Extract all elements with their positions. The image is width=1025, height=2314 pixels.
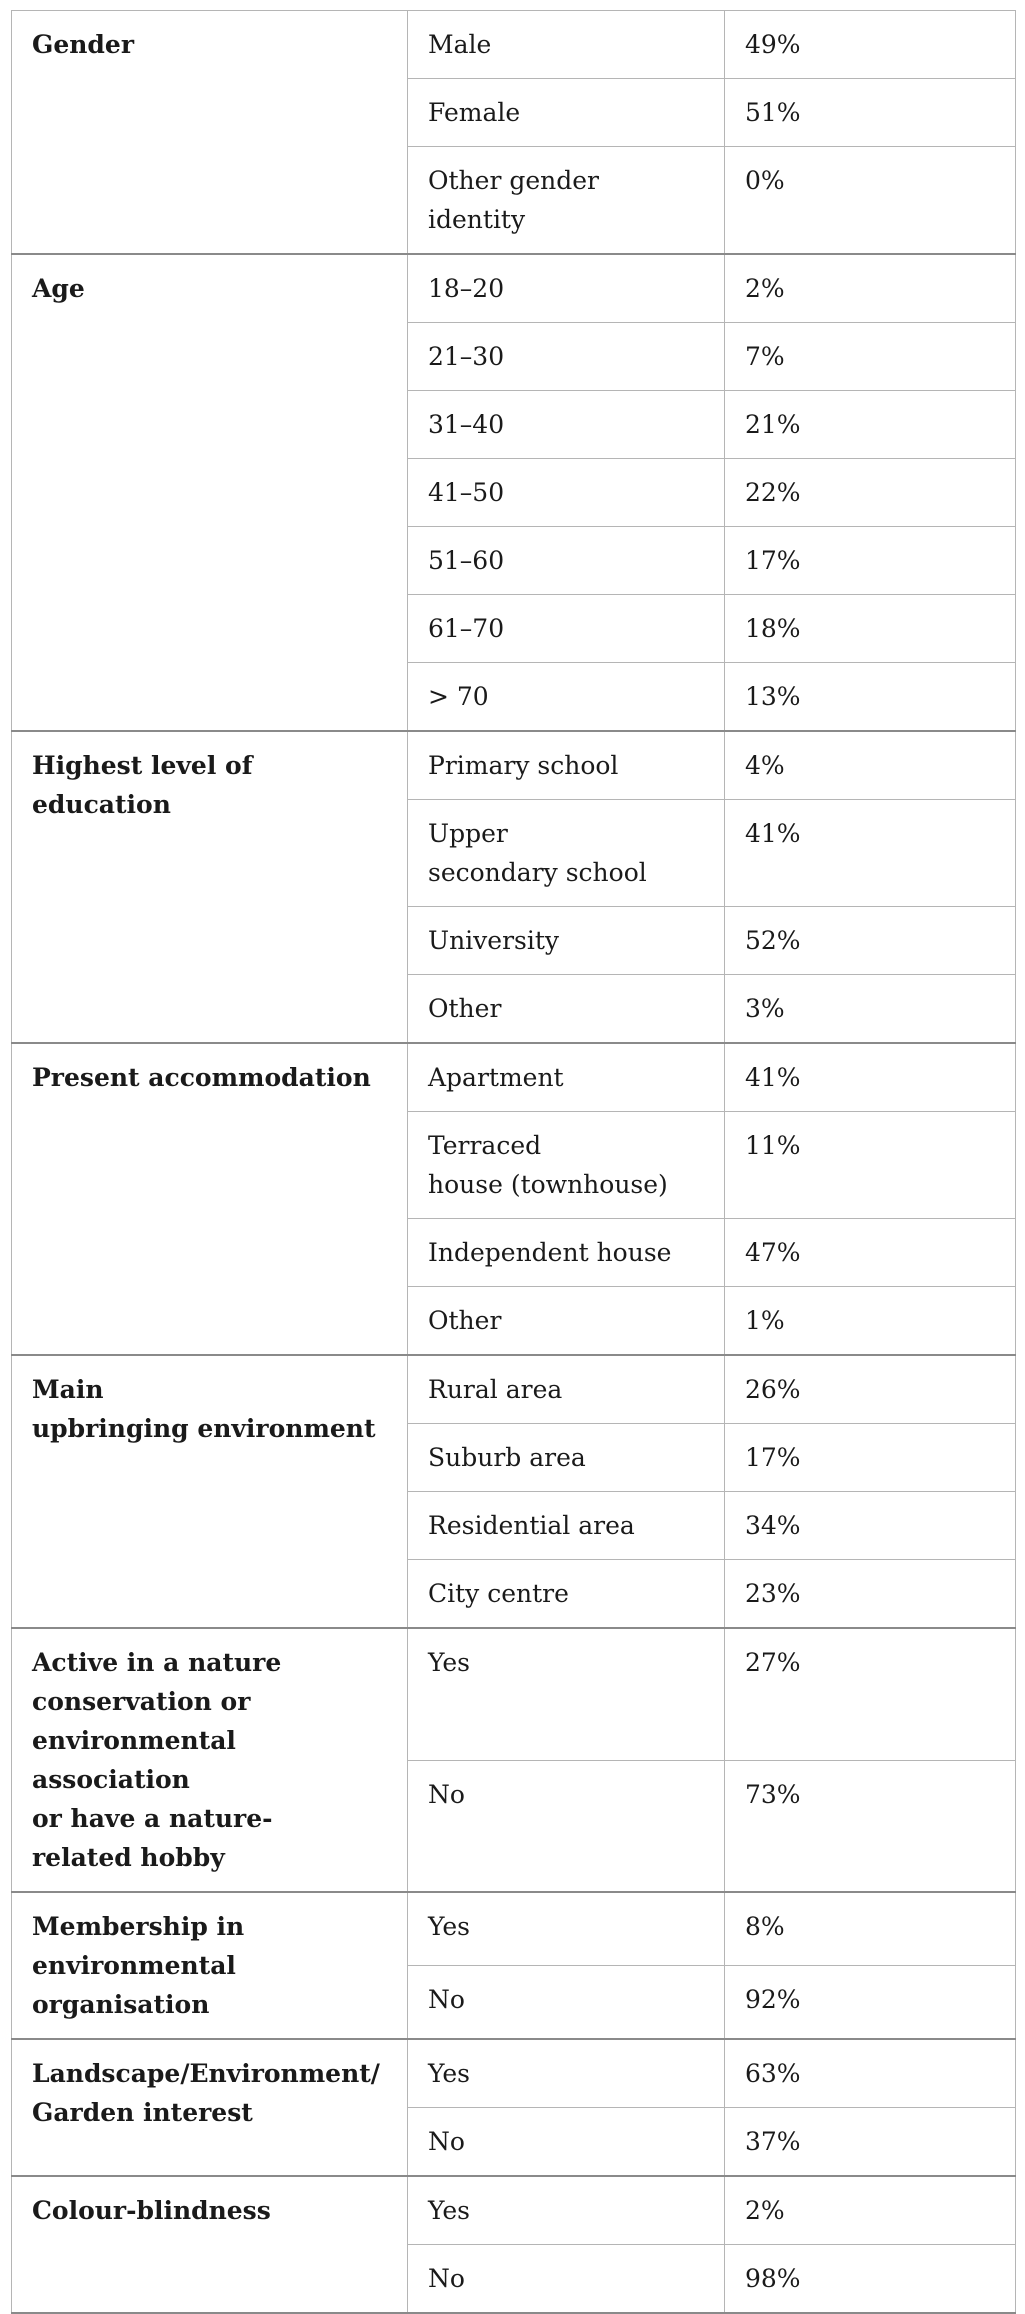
option-label: > 70	[428, 682, 489, 711]
percentage-value: 47%	[745, 1238, 801, 1267]
percentage-cell	[725, 459, 1016, 527]
category-cell	[12, 1355, 408, 1628]
option-cell	[408, 1424, 725, 1492]
category-cell	[12, 1628, 408, 1892]
option-label: Female	[428, 98, 521, 127]
percentage-value: 7%	[745, 342, 785, 371]
category-label: Age	[32, 274, 85, 303]
table-row	[12, 11, 1016, 79]
option-cell	[408, 1760, 725, 1892]
option-label: Upper secondary school	[428, 819, 647, 887]
option-cell	[408, 11, 725, 79]
option-cell	[408, 1355, 725, 1424]
option-cell	[408, 1628, 725, 1760]
percentage-value: 23%	[745, 1579, 801, 1608]
option-cell	[408, 2245, 725, 2314]
option-cell	[408, 1892, 725, 1966]
option-cell	[408, 1966, 725, 2040]
percentage-value: 1%	[745, 1306, 785, 1335]
option-label: Yes	[428, 2196, 470, 2225]
percentage-value: 11%	[745, 1131, 801, 1160]
category-cell	[12, 11, 408, 255]
option-label: 41–50	[428, 478, 505, 507]
percentage-value: 2%	[745, 274, 785, 303]
percentage-cell	[725, 1219, 1016, 1287]
option-cell	[408, 254, 725, 323]
option-label: 31–40	[428, 410, 505, 439]
option-label: Male	[428, 30, 492, 59]
percentage-value: 41%	[745, 819, 801, 848]
option-label: 51–60	[428, 546, 505, 575]
option-cell	[408, 2176, 725, 2245]
percentage-cell	[725, 1892, 1016, 1966]
option-cell	[408, 1219, 725, 1287]
percentage-cell	[725, 1628, 1016, 1760]
option-label: Suburb area	[428, 1443, 586, 1472]
option-label: Independent house	[428, 1238, 672, 1267]
option-cell	[408, 975, 725, 1044]
percentage-cell	[725, 731, 1016, 800]
option-cell	[408, 1112, 725, 1219]
percentage-cell	[725, 323, 1016, 391]
percentage-cell	[725, 11, 1016, 79]
category-cell	[12, 1892, 408, 2039]
table-row	[12, 731, 1016, 800]
category-label: Colour-blindness	[32, 2196, 271, 2225]
option-cell	[408, 1043, 725, 1112]
percentage-value: 98%	[745, 2264, 801, 2293]
category-cell	[12, 1043, 408, 1355]
percentage-cell	[725, 79, 1016, 147]
percentage-value: 27%	[745, 1648, 801, 1677]
option-label: 61–70	[428, 614, 505, 643]
percentage-cell	[725, 1966, 1016, 2040]
percentage-value: 92%	[745, 1985, 801, 2014]
percentage-value: 22%	[745, 478, 801, 507]
percentage-cell	[725, 2108, 1016, 2177]
percentage-cell	[725, 1492, 1016, 1560]
table-row	[12, 1043, 1016, 1112]
option-cell	[408, 2039, 725, 2108]
category-label: Highest level of education	[32, 751, 253, 819]
option-cell	[408, 731, 725, 800]
percentage-value: 51%	[745, 98, 801, 127]
percentage-cell	[725, 907, 1016, 975]
percentage-cell	[725, 1355, 1016, 1424]
percentage-cell	[725, 663, 1016, 732]
percentage-cell	[725, 1287, 1016, 1356]
percentage-cell	[725, 527, 1016, 595]
percentage-cell	[725, 1560, 1016, 1629]
percentage-value: 2%	[745, 2196, 785, 2225]
table-row	[12, 254, 1016, 323]
percentage-value: 17%	[745, 1443, 801, 1472]
table-row	[12, 1892, 1016, 1966]
category-label: Present accommodation	[32, 1063, 371, 1092]
option-label: Other	[428, 994, 502, 1023]
option-label: Rural area	[428, 1375, 563, 1404]
option-label: No	[428, 2127, 465, 2156]
percentage-cell	[725, 391, 1016, 459]
percentage-value: 26%	[745, 1375, 801, 1404]
category-cell	[12, 2039, 408, 2176]
option-cell	[408, 323, 725, 391]
percentage-cell	[725, 1424, 1016, 1492]
demographics-table	[11, 10, 1016, 2314]
option-label: Apartment	[428, 1063, 564, 1092]
option-label: University	[428, 926, 560, 955]
percentage-value: 13%	[745, 682, 801, 711]
percentage-value: 37%	[745, 2127, 801, 2156]
category-label: Active in a nature conservation or environmental association or have a nature- related hobby	[32, 1648, 282, 1872]
percentage-value: 17%	[745, 546, 801, 575]
percentage-cell	[725, 254, 1016, 323]
option-label: City centre	[428, 1579, 569, 1608]
category-cell	[12, 731, 408, 1043]
percentage-value: 52%	[745, 926, 801, 955]
option-label: Terraced house (townhouse)	[428, 1131, 668, 1199]
option-cell	[408, 459, 725, 527]
percentage-value: 63%	[745, 2059, 801, 2088]
percentage-cell	[725, 2039, 1016, 2108]
table-row	[12, 2039, 1016, 2108]
percentage-value: 73%	[745, 1779, 801, 1809]
percentage-value: 8%	[745, 1912, 785, 1941]
option-label: Other gender identity	[428, 166, 599, 234]
percentage-cell	[725, 800, 1016, 907]
option-cell	[408, 147, 725, 255]
option-label: No	[428, 1985, 465, 2014]
percentage-cell	[725, 1760, 1016, 1892]
category-label: Gender	[32, 30, 134, 59]
option-cell	[408, 79, 725, 147]
option-cell	[408, 391, 725, 459]
percentage-cell	[725, 2245, 1016, 2314]
percentage-cell	[725, 595, 1016, 663]
percentage-value: 0%	[745, 166, 785, 195]
percentage-value: 41%	[745, 1063, 801, 1092]
option-label: Other	[428, 1306, 502, 1335]
table-row	[12, 1628, 1016, 1760]
demographics-table-body	[12, 11, 1016, 2314]
percentage-cell	[725, 2176, 1016, 2245]
option-cell	[408, 663, 725, 732]
option-label: No	[428, 1779, 465, 1809]
option-label: Yes	[428, 1912, 470, 1941]
percentage-value: 3%	[745, 994, 785, 1023]
option-label: Residential area	[428, 1511, 635, 1540]
percentage-value: 18%	[745, 614, 801, 643]
option-cell	[408, 527, 725, 595]
percentage-value: 49%	[745, 30, 801, 59]
option-label: 21–30	[428, 342, 505, 371]
option-cell	[408, 907, 725, 975]
option-label: No	[428, 2264, 465, 2293]
percentage-cell	[725, 1043, 1016, 1112]
percentage-value: 21%	[745, 410, 801, 439]
option-label: 18–20	[428, 274, 505, 303]
table-row	[12, 1355, 1016, 1424]
option-label: Primary school	[428, 751, 619, 780]
option-cell	[408, 2108, 725, 2177]
percentage-cell	[725, 1112, 1016, 1219]
option-cell	[408, 1492, 725, 1560]
option-cell	[408, 1560, 725, 1629]
percentage-cell	[725, 147, 1016, 255]
category-cell	[12, 2176, 408, 2313]
option-cell	[408, 800, 725, 907]
category-label: Main upbringing environment	[32, 1375, 376, 1443]
option-label: Yes	[428, 1648, 470, 1677]
category-cell	[12, 254, 408, 731]
percentage-value: 34%	[745, 1511, 801, 1540]
percentage-value: 4%	[745, 751, 785, 780]
percentage-cell	[725, 975, 1016, 1044]
category-label: Landscape/Environment/ Garden interest	[32, 2059, 380, 2127]
option-cell	[408, 595, 725, 663]
option-cell	[408, 1287, 725, 1356]
option-label: Yes	[428, 2059, 470, 2088]
table-row	[12, 2176, 1016, 2245]
category-label: Membership in environmental organisation	[32, 1912, 245, 2019]
